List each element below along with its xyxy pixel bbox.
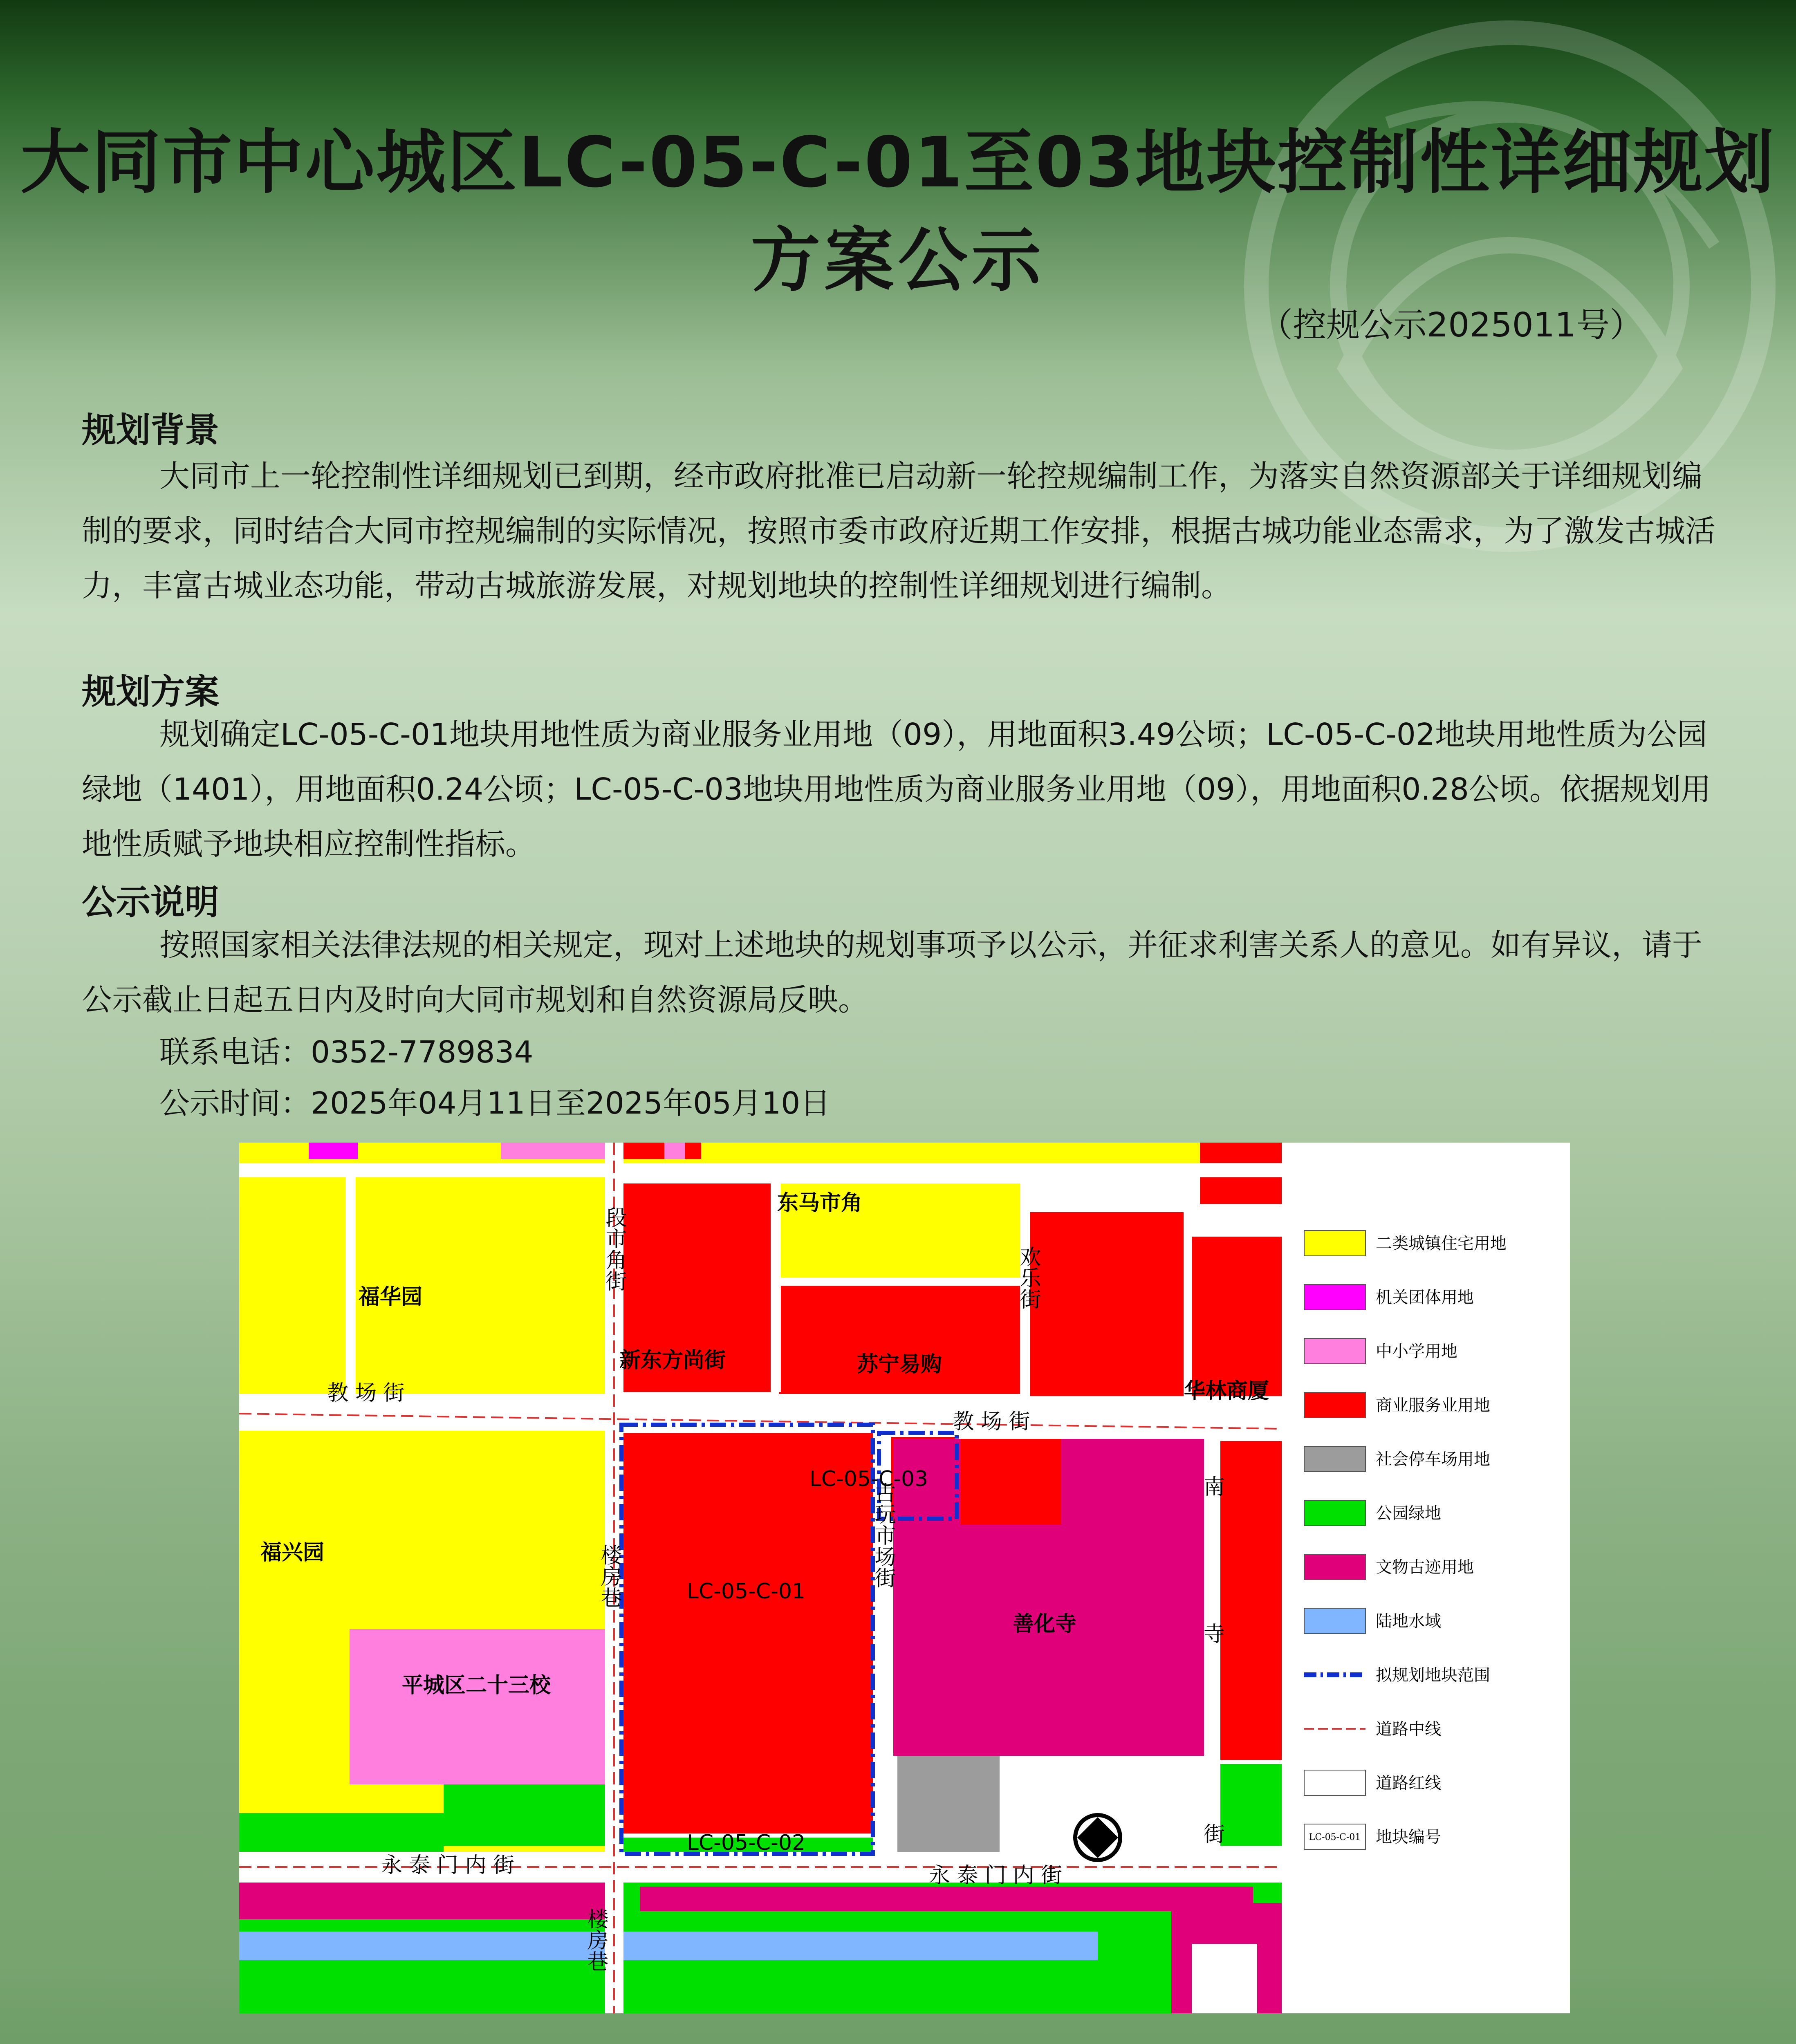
legend-swatch <box>1304 1500 1365 1526</box>
map-label-loufangxiang-south: 楼房巷 <box>583 1908 608 1972</box>
legend-label: 陆地水域 <box>1376 1612 1441 1631</box>
plan-paragraph: 规划确定LC-05-C-01地块用地性质为商业服务业用地（09），用地面积3.49公顷；LC-05-C-02地块用地性质为公园绿地（1401），用地面积0.24公顷；LC-05-C-03地块用地性质为商业服务业用地（09），用地面积0.28公顷。依据规划用地性质赋予地块相应控制性指标。 <box>82 717 1711 862</box>
legend-item <box>1304 1824 1441 1849</box>
map-label-loufangxiang-north: 楼房巷 <box>597 1544 621 1608</box>
section-heading-background: 规划背景 <box>82 410 220 450</box>
legend-label: 中小学用地 <box>1376 1342 1457 1361</box>
map-label-school: 平城区二十三校 <box>401 1673 551 1698</box>
map-label-duanshijiaojie: 段市角街 <box>602 1206 626 1291</box>
legend-item <box>1304 1554 1474 1580</box>
map-label-xindongfang: 新东方尚街 <box>619 1348 726 1373</box>
legend-item <box>1304 1338 1457 1364</box>
map-label-gujiwanchang: 古玩市场街 <box>871 1482 895 1588</box>
legend-label: 文物古迹用地 <box>1376 1558 1474 1577</box>
land-use-map <box>239 1143 1570 2013</box>
map-label-suning: 苏宁易购 <box>857 1352 942 1377</box>
legend-item <box>1304 1392 1490 1418</box>
legend-label: 二类城镇住宅用地 <box>1376 1234 1507 1253</box>
legend-swatch <box>1304 1230 1365 1256</box>
legend-label: 拟规划地块范围 <box>1376 1666 1490 1685</box>
legend-label: 道路中线 <box>1376 1720 1441 1739</box>
map-label-yongtai-west: 永 泰 门 内 街 <box>381 1853 515 1878</box>
map-label-hualin: 华林商厦 <box>1184 1379 1269 1403</box>
notice-paragraph: 按照国家相关法律法规的相关规定，现对上述地块的规划事项予以公示，并征求利害关系人的意见。如有异议，请于公示截止日起五日内及时向大同市规划和自然资源局反映。 <box>82 928 1702 1018</box>
legend-item <box>1304 1666 1490 1685</box>
legend-label: 公园绿地 <box>1376 1504 1441 1523</box>
legend-swatch <box>1304 1770 1365 1795</box>
legend-swatch <box>1304 1392 1365 1418</box>
legend-item <box>1304 1720 1441 1739</box>
page-title: 大同市中心城区LC-05-C-01至03地块控制性详细规划 <box>20 122 1776 203</box>
legend-item <box>1304 1608 1441 1634</box>
contact-phone: 联系电话：0352-7789834 <box>159 1035 534 1070</box>
background-paragraph: 大同市上一轮控制性详细规划已到期，经市政府批准已启动新一轮控规编制工作，为落实自然资源部关于详细规划编制的要求，同时结合大同市控规编制的实际情况，按照市委市政府近期工作安排，根据古城功能业态需求，为了激发古城活力，丰富古城业态功能，带动古城旅游发展，对规划地块的控制性详细规划进行编制。 <box>82 459 1715 603</box>
map-caption <box>0 2040 1796 2044</box>
legend-swatch <box>1304 1608 1365 1634</box>
section-heading-notice: 公示说明 <box>82 882 220 922</box>
legend-swatch <box>1304 1554 1365 1580</box>
map-label-jiaochangjie-east: 教 场 街 <box>953 1410 1030 1434</box>
map-label-c02: LC-05-C-02 <box>686 1831 806 1855</box>
map-label-shanhuasi: 善化寺 <box>1012 1612 1077 1636</box>
map-label-dongmashijiao: 东马市角 <box>777 1191 863 1215</box>
map-label-fuhuayuan: 福华园 <box>358 1285 423 1309</box>
legend-item <box>1304 1500 1441 1526</box>
map-label-yongtai-east: 永 泰 门 内 街 <box>928 1863 1063 1888</box>
legend-item <box>1304 1770 1441 1795</box>
legend-label: 机关团体用地 <box>1376 1288 1474 1307</box>
map-label-huanlejie: 欢乐街 <box>1016 1246 1040 1309</box>
legend-item <box>1304 1230 1507 1256</box>
legend-label: 道路红线 <box>1376 1774 1441 1793</box>
legend-swatch <box>1304 1284 1365 1310</box>
legend-swatch <box>1304 1446 1365 1472</box>
map-label-c01: LC-05-C-01 <box>686 1579 806 1604</box>
notice-number: （控规公示2025011号） <box>1259 306 1644 345</box>
map-label-fuxingyuan: 福兴园 <box>260 1540 325 1565</box>
legend-label: 地块编号 <box>1376 1828 1441 1847</box>
map-label-nansijie-2: 寺 <box>1203 1622 1225 1647</box>
notice-period: 公示时间：2025年04月11日至2025年05月10日 <box>159 1086 831 1121</box>
map-label-nansijie-1: 南 <box>1203 1475 1225 1499</box>
map-label-c03: LC-05-C-03 <box>809 1467 928 1491</box>
legend-label: 社会停车场用地 <box>1376 1450 1490 1469</box>
section-heading-plan: 规划方案 <box>82 672 220 712</box>
legend-swatch <box>1304 1338 1365 1364</box>
map-label-nansijie-3: 街 <box>1203 1822 1225 1847</box>
map-legend <box>1304 1230 1507 1849</box>
page-subtitle: 方案公示 <box>751 220 1045 301</box>
legend-label: 商业服务业用地 <box>1376 1396 1490 1415</box>
legend-sample-code: LC-05-C-01 <box>1309 1832 1361 1842</box>
legend-item <box>1304 1446 1490 1472</box>
map-label-jiaochangjie-west: 教 场 街 <box>327 1381 405 1405</box>
legend-item <box>1304 1284 1474 1310</box>
